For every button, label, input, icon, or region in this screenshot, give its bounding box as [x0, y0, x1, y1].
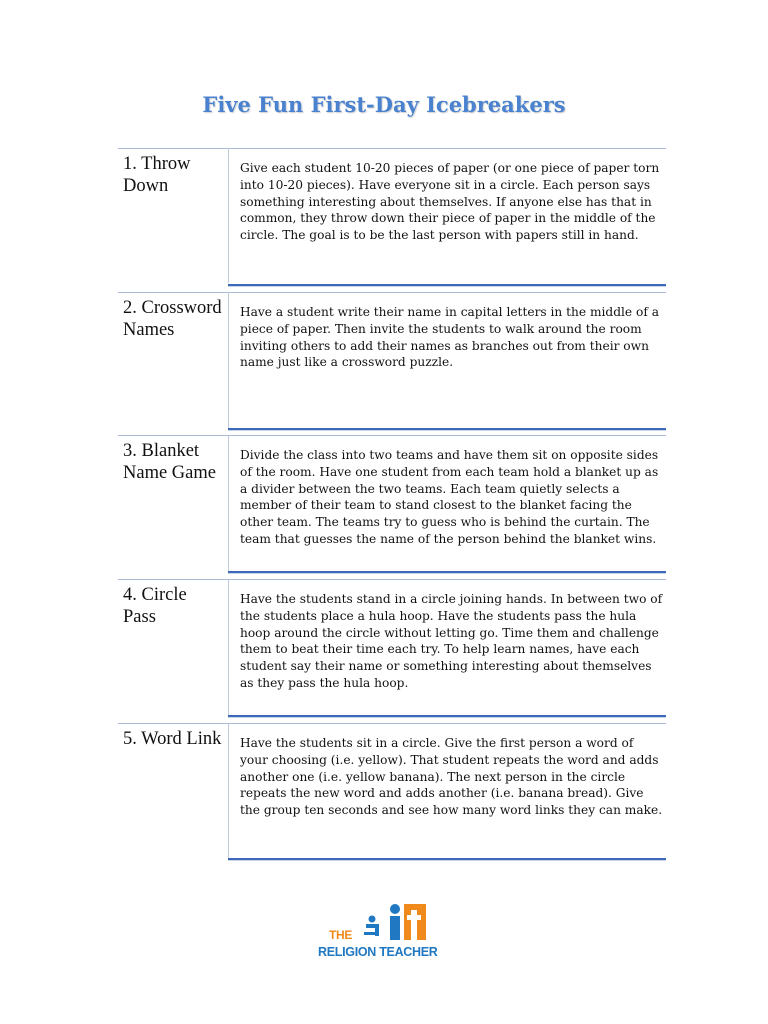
icebreaker-description: Have the students sit in a circle. Give the first person a word of your choosing (i.e. yellow). That student repeats the word and adds another one (i.e. yellow banana). The next person in the circle repeats the new word and adds another (i.e. banana bread). Give the group ten seconds and see how many word links they can make.: [240, 736, 663, 818]
row-top-border: [118, 148, 666, 149]
section-divider: [228, 428, 666, 432]
row-top-border: [118, 579, 666, 580]
page-title: Five Fun First-Day Icebreakers: [202, 92, 566, 117]
icebreaker-title: 4. Circle Pass: [123, 585, 187, 627]
icebreaker-title: 2. Crossword Names: [123, 298, 222, 340]
column-divider: [228, 435, 229, 572]
icebreaker-title: 3. Blanket Name Game: [123, 441, 216, 483]
icebreaker-description: Have the students stand in a circle joining hands. In between two of the students place a hula hoop. Have the students pass the hula hoop around the circle without letting go. Time them and challenge them to beat their time each try. To help learn names, have each student say their name or something interesting about themselves as they pass the hula hoop.: [240, 592, 663, 690]
row-top-border: [118, 723, 666, 724]
logo-text-the: THE: [329, 928, 353, 942]
row-top-border: [118, 292, 666, 293]
column-divider: [228, 579, 229, 716]
section-divider: [228, 715, 666, 719]
icebreaker-description: Give each student 10-20 pieces of paper (or one piece of paper torn into 10-20 pieces). Have everyone sit in a circle. Each person says something interesting about themselves. If anyone else has that in common, they throw down their piece of paper in the middle of the circle. The goal is to be the last person with papers still in hand.: [240, 161, 660, 243]
icebreaker-title: 1. Throw Down: [123, 154, 191, 196]
icebreaker-description: Have a student write their name in capital letters in the middle of a piece of paper. Then invite the students to walk around the room inviting others to add their names as branches out from their own name just like a crossword puzzle.: [240, 305, 660, 370]
teacher-student-icon: [360, 902, 430, 942]
section-divider: [228, 858, 666, 862]
icebreaker-description: Divide the class into two teams and have them sit on opposite sides of the room. Have one student from each team hold a blanket up as a divider between the two teams. Each team quietly selects a member of their team to stand closest to the blanket facing the other team. The teams try to guess who is behind the curtain. The team that guesses the name of the person behind the blanket wins.: [240, 448, 659, 546]
column-divider: [228, 723, 229, 860]
logo-text-name: RELIGION TEACHER: [318, 945, 438, 959]
icebreaker-title: 5. Word Link: [123, 729, 222, 749]
column-divider: [228, 292, 229, 428]
religion-teacher-logo: [318, 902, 452, 962]
column-divider: [228, 148, 229, 283]
row-top-border: [118, 435, 666, 436]
section-divider: [228, 284, 666, 288]
section-divider: [228, 571, 666, 575]
